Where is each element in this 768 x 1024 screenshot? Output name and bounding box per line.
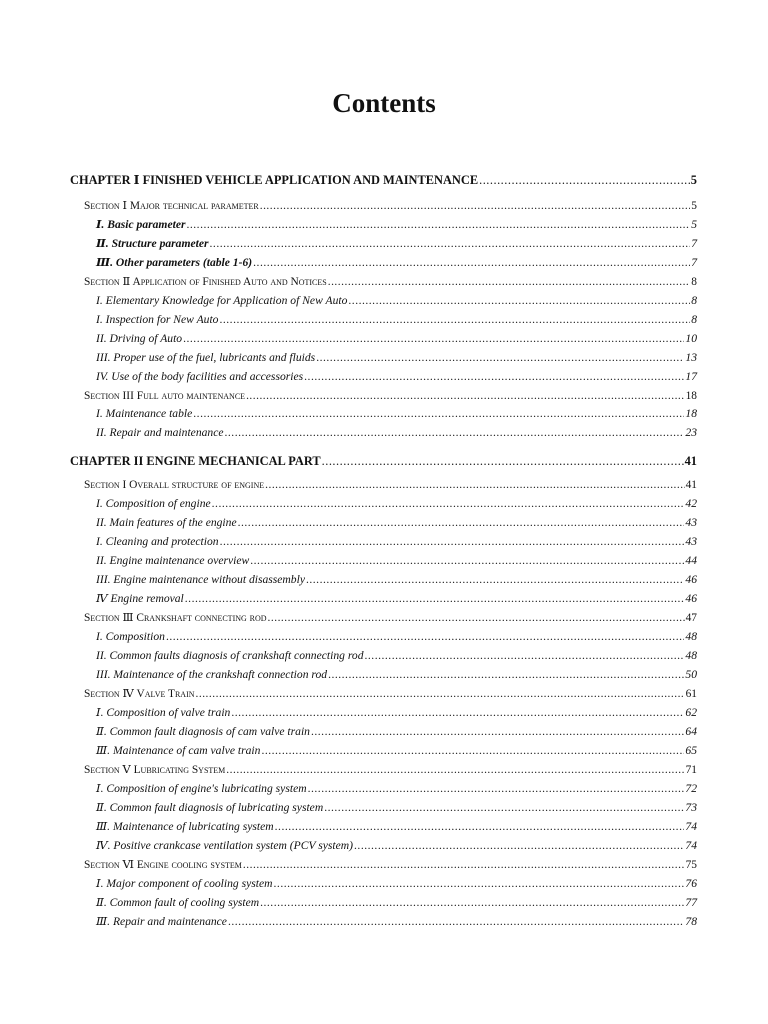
dot-leader <box>212 496 685 512</box>
toc-subsection-entry[interactable] <box>96 838 697 854</box>
dot-leader <box>308 781 685 797</box>
toc-entry-title: III. Maintenance of the crankshaft connection rod <box>96 668 328 681</box>
toc-entry-title: I. Composition of engine <box>96 497 211 510</box>
toc-section-entry[interactable] <box>84 857 697 873</box>
toc-entry-title: Ⅳ. Positive crankcase ventilation system (PCV system) <box>96 839 354 852</box>
dot-leader <box>354 838 684 854</box>
toc-page-number: 43 <box>685 516 697 529</box>
toc-subsection-entry[interactable] <box>96 293 697 309</box>
toc-page-number: 8 <box>691 313 697 326</box>
toc-entry-title: Ⅳ Engine removal <box>96 592 184 605</box>
dot-leader <box>365 648 685 664</box>
toc-page-number: 74 <box>685 820 697 833</box>
toc-section-entry[interactable] <box>84 686 697 702</box>
toc-subsection-entry[interactable] <box>96 648 697 664</box>
dot-leader <box>193 406 684 422</box>
toc-page-number: 18 <box>685 390 697 402</box>
dot-leader <box>226 762 684 778</box>
toc-page-number: 7 <box>691 256 697 269</box>
toc-subsection-entry[interactable] <box>96 515 697 531</box>
toc-page-number: 64 <box>685 725 697 738</box>
toc-entry-title: Ⅱ. Common fault diagnosis of cam valve train <box>96 725 310 738</box>
toc-entry-title: Ⅱ. Common fault diagnosis of lubricating system <box>96 801 324 814</box>
toc-page-number: 76 <box>685 877 697 890</box>
toc-page-number: 48 <box>685 649 697 662</box>
toc-section-entry[interactable] <box>84 477 697 493</box>
toc-page-number: 75 <box>685 859 697 871</box>
toc-chapter-entry[interactable] <box>70 172 697 188</box>
toc-page-number: 23 <box>685 426 697 439</box>
dot-leader <box>268 610 685 626</box>
toc-entry-title: Ⅲ. Maintenance of lubricating system <box>96 820 274 833</box>
toc-page-number: 44 <box>685 554 697 567</box>
page-title: Contents <box>332 88 436 118</box>
toc-page-number: 46 <box>685 573 697 586</box>
toc-subsection-entry[interactable] <box>96 591 697 607</box>
toc-subsection-entry[interactable] <box>96 331 697 347</box>
toc-subsection-entry[interactable] <box>96 914 697 930</box>
toc-entry-title: III. Engine maintenance without disassembly <box>96 573 305 586</box>
dot-leader <box>275 819 685 835</box>
toc-entry-title: Section Ⅱ Application of Finished Auto and Notices <box>84 276 327 288</box>
dot-leader <box>225 425 685 441</box>
toc-entry-title: II. Driving of Auto <box>96 332 183 345</box>
toc-section-entry[interactable] <box>84 610 697 626</box>
toc-subsection-entry[interactable] <box>96 724 697 740</box>
toc-subsection-entry[interactable] <box>96 876 697 892</box>
toc-entry-title: II. Repair and maintenance <box>96 426 224 439</box>
toc-subsection-entry[interactable] <box>96 629 697 645</box>
toc-section-entry[interactable] <box>84 198 697 214</box>
toc-subsection-entry[interactable] <box>96 236 697 252</box>
toc-entry-title: Section III Full auto maintenance <box>84 390 246 402</box>
dot-leader <box>166 629 684 645</box>
dot-leader <box>316 350 684 366</box>
toc-entry-title: Ⅲ. Repair and maintenance <box>96 915 227 928</box>
toc-entry-title: Ⅱ. Common fault of cooling system <box>96 896 260 909</box>
dot-leader <box>196 686 685 702</box>
toc-page-number: 17 <box>685 370 697 383</box>
toc-page-number: 62 <box>685 706 697 719</box>
toc-entry-title: III. Proper use of the fuel, lubricants and fluids <box>96 351 316 364</box>
toc-entry-title: Ⅲ. Other parameters (table 1-6) <box>96 256 253 269</box>
toc-entry-title: I. Inspection for New Auto <box>96 313 219 326</box>
dot-leader <box>186 217 690 233</box>
toc-subsection-entry[interactable] <box>96 534 697 550</box>
toc-subsection-entry[interactable] <box>96 406 697 422</box>
dot-leader <box>210 236 691 252</box>
dot-leader <box>219 312 690 328</box>
toc-section-entry[interactable] <box>84 762 697 778</box>
dot-leader <box>328 274 691 290</box>
toc-entry-title: Section Ⅳ Valve Train <box>84 688 195 700</box>
toc-subsection-entry[interactable] <box>96 819 697 835</box>
dot-leader <box>274 876 685 892</box>
toc-page-number: 50 <box>685 668 697 681</box>
toc-entry-title: I. Cleaning and protection <box>96 535 219 548</box>
toc-page-number: 46 <box>685 592 697 605</box>
toc-page-number: 65 <box>685 744 697 757</box>
toc-page-number: 74 <box>685 839 697 852</box>
toc-subsection-entry[interactable] <box>96 350 697 366</box>
dot-leader <box>228 914 684 930</box>
toc-subsection-entry[interactable] <box>96 781 697 797</box>
toc-page-number: 13 <box>685 351 697 364</box>
toc-entry-title: Section Ⅰ Major technical parameter <box>84 200 259 212</box>
toc-subsection-entry[interactable] <box>96 255 697 271</box>
toc-page-number: 43 <box>685 535 697 548</box>
toc-subsection-entry[interactable] <box>96 553 697 569</box>
toc-page-number: 8 <box>691 276 697 288</box>
toc-page-number: 5 <box>690 173 697 187</box>
dot-leader <box>250 553 684 569</box>
dot-leader <box>231 705 684 721</box>
toc-page-number: 18 <box>685 407 697 420</box>
dot-leader <box>261 743 684 759</box>
toc-page-number: 48 <box>685 630 697 643</box>
toc-page-number: 47 <box>685 612 697 624</box>
toc-subsection-entry[interactable] <box>96 312 697 328</box>
toc-entry-title: I. Composition <box>96 630 165 643</box>
toc-subsection-entry[interactable] <box>96 667 697 683</box>
toc-page-number: 10 <box>685 332 697 345</box>
toc-subsection-entry[interactable] <box>96 800 697 816</box>
toc-entry-title: I. Maintenance table <box>96 407 193 420</box>
toc-entry-title: II. Common faults diagnosis of crankshaft connecting rod <box>96 649 364 662</box>
toc-subsection-entry[interactable] <box>96 217 697 233</box>
dot-leader <box>265 477 684 493</box>
dot-leader <box>328 667 684 683</box>
toc-page-number: 72 <box>685 782 697 795</box>
toc-page-number: 71 <box>685 764 697 776</box>
toc-subsection-entry[interactable] <box>96 425 697 441</box>
toc-entry-title: Ⅰ. Major component of cooling system <box>96 877 273 890</box>
dot-leader <box>253 255 690 271</box>
toc-page-number: 5 <box>691 218 697 231</box>
toc-entry-title: CHAPTER II ENGINE MECHANICAL PART <box>70 454 321 468</box>
toc-entry-title: II. Engine maintenance overview <box>96 554 250 567</box>
toc-page-number: 41 <box>685 479 697 491</box>
toc-entry-title: Ⅱ. Structure parameter <box>96 237 209 250</box>
toc-entry-title: Section Ⅴ Lubricating System <box>84 764 226 776</box>
dot-leader <box>324 800 684 816</box>
toc-entry-title: I. Elementary Knowledge for Application of New Auto <box>96 294 348 307</box>
dot-leader <box>322 453 684 469</box>
toc-subsection-entry[interactable] <box>96 572 697 588</box>
dot-leader <box>220 534 685 550</box>
toc-page-number: 8 <box>691 294 697 307</box>
toc-page-number: 41 <box>684 454 697 468</box>
dot-leader <box>185 591 685 607</box>
toc-page-number: 5 <box>691 200 697 212</box>
toc-page-number: 78 <box>685 915 697 928</box>
dot-leader <box>479 172 690 188</box>
dot-leader <box>348 293 690 309</box>
toc-subsection-entry[interactable] <box>96 496 697 512</box>
toc-chapter-entry[interactable] <box>70 453 697 469</box>
toc-section-entry[interactable] <box>84 274 697 290</box>
dot-leader <box>183 331 684 347</box>
toc-entry-title: Ⅰ. Composition of engine's lubricating system <box>96 782 307 795</box>
toc-page-number: 77 <box>685 896 697 909</box>
toc-entry-title: Section Ⅵ Engine cooling system <box>84 859 242 871</box>
toc-subsection-entry[interactable] <box>96 705 697 721</box>
dot-leader <box>311 724 684 740</box>
toc-page-number: 42 <box>685 497 697 510</box>
toc-entry-title: Ⅰ. Basic parameter <box>96 218 186 231</box>
toc-page-number: 7 <box>691 237 697 250</box>
toc-entry-title: II. Main features of the engine <box>96 516 237 529</box>
toc-entry-title: Ⅰ. Composition of valve train <box>96 706 231 719</box>
toc-subsection-entry[interactable] <box>96 369 697 385</box>
toc-section-entry[interactable] <box>84 388 697 404</box>
dot-leader <box>246 388 685 404</box>
toc-page-number: 61 <box>685 688 697 700</box>
toc-entry-title: Section I Overall structure of engine <box>84 479 265 491</box>
dot-leader <box>304 369 684 385</box>
toc-entry-title: IV. Use of the body facilities and accessories <box>96 370 304 383</box>
toc-subsection-entry[interactable] <box>96 743 697 759</box>
toc-entry-title: Section Ⅲ Crankshaft connecting rod <box>84 612 267 624</box>
dot-leader <box>243 857 685 873</box>
toc-subsection-entry[interactable] <box>96 895 697 911</box>
dot-leader <box>260 198 691 214</box>
dot-leader <box>238 515 685 531</box>
dot-leader <box>260 895 684 911</box>
toc-entry-title: CHAPTER Ⅰ FINISHED VEHICLE APPLICATION AND MAINTENANCE <box>70 173 479 187</box>
toc-entry-title: Ⅲ. Maintenance of cam valve train <box>96 744 261 757</box>
dot-leader <box>306 572 684 588</box>
toc-page-number: 73 <box>685 801 697 814</box>
